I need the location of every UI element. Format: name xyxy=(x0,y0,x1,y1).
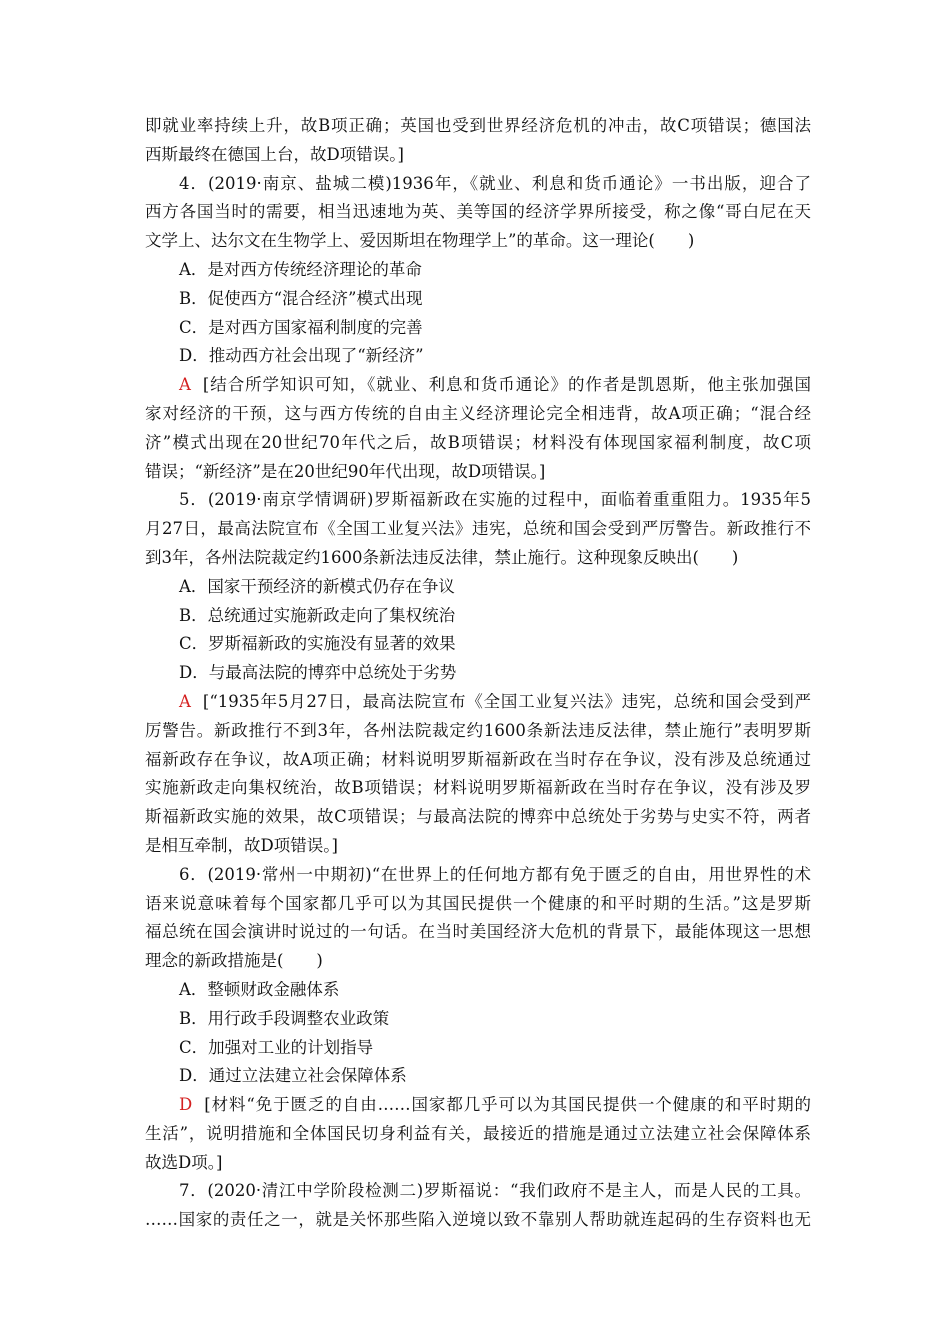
option-c: C．是对西方国家福利制度的完善 xyxy=(179,317,423,337)
option-a: A．国家干预经济的新模式仍存在争议 xyxy=(179,576,455,596)
question-7-stem: 7．(2020·清江中学阶段检测二)罗斯福说：“我们政府不是主人，而是人民的工具。 xyxy=(179,1181,811,1201)
option-a: A．整顿财政金融体系 xyxy=(179,979,340,999)
option-b: B．促使西方“混合经济”模式出现 xyxy=(179,288,423,308)
text-line: 福总统在国会演讲时说过的一句话。在当时美国经济大危机的背景下，最能体现这一思想 xyxy=(145,922,811,942)
text-line: 斯福新政实施的效果，故C项错误；与最高法院的博弈中总统处于劣势与史实不符，两者 xyxy=(145,807,811,827)
text-line: 是相互牵制，故D项错误。] xyxy=(145,835,338,855)
text-line: 家对经济的干预，这与西方传统的自由主义经济理论完全相违背，故A项正确；“混合经 xyxy=(145,403,811,423)
text-line: 西斯最终在德国上台，故D项错误。] xyxy=(145,144,404,164)
answer-explanation: A [“1935年5月27日，最高法院宣布《全国工业复兴法》违宪，总统和国会受到严 xyxy=(179,691,811,711)
question-4-stem: 4．(2019·南京、盐城二模)1936年，《就业、利息和货币通论》一书出版，迎合了 xyxy=(179,173,811,193)
text-line: 西方各国当时的需要，相当迅速地为英、美等国的经济学界所接受，称之像“哥白尼在天 xyxy=(145,202,811,222)
option-d: D．推动西方社会出现了“新经济” xyxy=(179,346,424,366)
text-line: 文学上、达尔文在生物学上、爱因斯坦在物理学上”的革命。这一理论( ) xyxy=(145,231,695,251)
text-line: 福新政存在争议，故A项正确；材料说明罗斯福新政在当时存在争议，没有涉及总统通过 xyxy=(145,749,811,769)
text-line: 月27日，最高法院宣布《全国工业复兴法》违宪，总统和国会受到严厉警告。新政推行不 xyxy=(145,519,811,539)
option-c: C．罗斯福新政的实施没有显著的效果 xyxy=(179,634,456,654)
option-a: A．是对西方传统经济理论的革命 xyxy=(179,259,422,279)
answer-letter: A xyxy=(179,691,191,711)
text-line: 错误；“新经济”是在20世纪90年代出现，故D项错误。] xyxy=(145,461,546,481)
option-c: C．加强对工业的计划指导 xyxy=(179,1037,374,1057)
option-d: D．与最高法院的博弈中总统处于劣势 xyxy=(179,663,457,683)
answer-explanation: D [材料“免于匮乏的自由……国家都几乎可以为其国民提供一个健康的和平时期的 xyxy=(179,1095,811,1115)
answer-letter: D xyxy=(179,1095,193,1115)
question-5-stem: 5．(2019·南京学情调研)罗斯福新政在实施的过程中，面临着重重阻力。1935年5 xyxy=(179,490,811,510)
text-line: 济”模式出现在20世纪70年代之后，故B项错误；材料没有体现国家福利制度，故C项 xyxy=(145,432,811,452)
text-line: 实施新政走向集权统治，故B项错误；材料说明罗斯福新政在当时存在争议，没有涉及罗 xyxy=(145,778,811,798)
text-line: ……国家的责任之一，就是关怀那些陷入逆境以致不靠别人帮助就连起码的生存资料也无 xyxy=(145,1210,811,1230)
option-b: B．用行政手段调整农业政策 xyxy=(179,1008,390,1028)
text-line: 故选D项。] xyxy=(145,1152,223,1172)
text-line: 厉警告。新政推行不到3年，各州法院裁定约1600条新法违反法律，禁止施行”表明罗斯 xyxy=(145,720,811,740)
text-line: 语来说意味着每个国家都几乎可以为其国民提供一个健康的和平时期的生活。”这是罗斯 xyxy=(145,893,811,913)
option-b: B．总统通过实施新政走向了集权统治 xyxy=(179,605,456,625)
option-d: D．通过立法建立社会保障体系 xyxy=(179,1066,407,1086)
text-line: 生活”，说明措施和全体国民切身利益有关，最接近的措施是通过立法建立社会保障体系 xyxy=(145,1123,811,1143)
document-page xyxy=(145,112,811,1235)
answer-explanation: A [结合所学知识可知，《就业、利息和货币通论》的作者是凯恩斯，他主张加强国 xyxy=(179,375,811,395)
text-line: 即就业率持续上升，故B项正确；英国也受到世界经济危机的冲击，故C项错误；德国法 xyxy=(145,116,811,135)
question-6-stem: 6．(2019·常州一中期初)“在世界上的任何地方都有免于匮乏的自由，用世界性的术 xyxy=(179,864,811,884)
text-line: 理念的新政措施是( ) xyxy=(145,951,323,971)
answer-letter: A xyxy=(179,375,191,395)
text-line: 到3年，各州法院裁定约1600条新法违反法律，禁止施行。这种现象反映出( ) xyxy=(145,547,739,567)
